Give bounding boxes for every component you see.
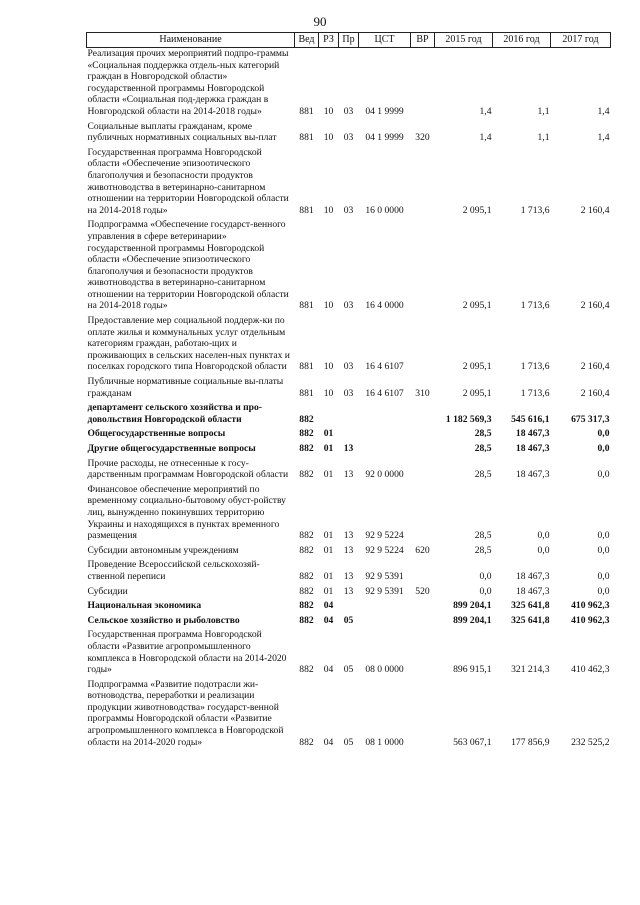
cell-2015: 1,4 (479, 132, 492, 144)
cell-name: Национальная экономика (87, 600, 202, 612)
cell-2016: 321 214,3 (511, 664, 550, 676)
cell-vr (411, 559, 435, 585)
header-2017: 2017 год (551, 33, 611, 48)
cell-2016: 18 467,3 (515, 469, 550, 481)
cell-vr (411, 443, 435, 458)
cell-ved: 882 (299, 428, 314, 440)
cell-rz: 01 (323, 469, 334, 481)
cell-2017: 0,0 (597, 570, 610, 582)
cell-ved: 882 (299, 469, 314, 481)
cell-ved: 882 (299, 664, 314, 676)
cell-2016: 1,1 (537, 132, 550, 144)
cell-name: Сельское хозяйство и рыболовство (87, 614, 240, 626)
cell-vr (411, 315, 435, 376)
cell-2016: 1 713,6 (520, 204, 550, 216)
cell-ved: 882 (299, 600, 314, 612)
cell-2017: 0,0 (597, 530, 610, 542)
cell-2017: 410 462,3 (571, 664, 610, 676)
table-row (87, 121, 611, 147)
cell-2015: 28,5 (474, 469, 492, 481)
cell-2017: 1,4 (597, 132, 610, 144)
cell-rz: 10 (323, 105, 334, 117)
cell-rz: 01 (323, 544, 334, 556)
cell-cst (359, 443, 411, 458)
cell-vr (411, 615, 435, 630)
cell-cst: 04 1 9999 (365, 132, 404, 144)
header-2015: 2015 год (435, 33, 493, 48)
cell-2017: 2 160,4 (580, 387, 610, 399)
cell-pr: 03 (343, 105, 354, 117)
table-row (87, 586, 611, 601)
cell-vr (411, 484, 435, 545)
table-row (87, 679, 611, 752)
cell-name: Социальные выплаты гражданам, кроме публичных нормативных социальных вы-плат (87, 120, 277, 144)
cell-pr: 13 (343, 469, 354, 481)
cell-vr (411, 679, 435, 752)
cell-rz: 04 (323, 614, 334, 626)
cell-vr (411, 428, 435, 443)
cell-cst (359, 600, 411, 615)
cell-cst: 16 4 0000 (365, 300, 404, 312)
cell-2015: 28,5 (474, 428, 492, 440)
cell-cst (359, 428, 411, 443)
cell-pr: 13 (343, 544, 354, 556)
page-number: 90 (313, 14, 327, 29)
cell-rz: 04 (323, 600, 334, 612)
cell-2015: 28,5 (474, 530, 492, 542)
cell-2015: 563 067,1 (453, 736, 492, 748)
cell-vr (411, 219, 435, 315)
cell-2015: 899 204,1 (453, 600, 492, 612)
cell-2017: 232 525,2 (571, 736, 610, 748)
cell-vr (411, 458, 435, 484)
cell-pr: 05 (343, 614, 354, 626)
cell-cst: 16 4 6107 (365, 387, 404, 399)
cell-2015: 28,5 (474, 443, 492, 454)
cell-ved: 881 (299, 361, 314, 373)
cell-pr: 13 (343, 530, 354, 542)
table-row (87, 48, 611, 121)
cell-2015: 899 204,1 (453, 614, 492, 626)
cell-vr: 520 (415, 585, 430, 597)
cell-ved: 882 (299, 736, 314, 748)
cell-2017: 2 160,4 (580, 361, 610, 373)
header-2016: 2016 год (493, 33, 551, 48)
cell-2015: 0,0 (479, 585, 492, 597)
header-name: Наименование (87, 33, 295, 48)
header-vr: ВР (411, 33, 435, 48)
cell-cst: 92 9 5224 (365, 544, 404, 556)
cell-name: департамент сельского хозяйства и про-довольствия Новгородской области (87, 402, 262, 425)
cell-name: Подпрограмма «Обеспечение государст-венного управления в сфере ветеринарии» государственной программы Новгородской области «Обеспечение эпизоотического благополучия и безопасности продуктов животноводства в ветеринарно-санитарном отношении на территории Новгородской области на 2014-2018 годы» (87, 219, 289, 312)
cell-2017: 0,0 (597, 585, 610, 597)
cell-vr (411, 600, 435, 615)
cell-2015: 1,4 (479, 105, 492, 117)
cell-ved: 882 (299, 443, 314, 454)
cell-vr: 320 (415, 132, 430, 144)
header-row (87, 33, 611, 48)
cell-2016: 0,0 (537, 530, 550, 542)
cell-2017: 0,0 (597, 469, 610, 481)
cell-2016: 1,1 (537, 105, 550, 117)
table-row (87, 428, 611, 443)
cell-2017: 0,0 (597, 428, 610, 440)
cell-2016: 18 467,3 (515, 585, 550, 597)
cell-pr: 03 (343, 132, 354, 144)
cell-2016: 18 467,3 (515, 570, 550, 582)
cell-2017: 2 160,4 (580, 204, 610, 216)
cell-vr (411, 629, 435, 678)
cell-pr: 05 (343, 736, 354, 748)
cell-ved: 882 (299, 614, 314, 626)
cell-2015: 896 915,1 (453, 664, 492, 676)
cell-name: Финансовое обеспечение мероприятий по временному социально-бытовому обуст-ройству лиц, вынужденно покинувших территорию Украины и находящихся в пунктах временного размещения (87, 483, 286, 542)
cell-name: Предоставление мер социальной поддерж-ки по оплате жилья и коммунальных услуг отдельным категориям граждан, работаю-щих и проживающих в сельских населен-ных пунктах и поселках городского типа Новгородской области (87, 315, 290, 373)
cell-cst: 92 9 5391 (365, 585, 404, 597)
cell-name: Субсидии автономным учреждениям (87, 544, 239, 556)
cell-ved: 882 (299, 530, 314, 542)
cell-name: Проведение Всероссийской сельскохозяй-ственной переписи (87, 559, 260, 582)
cell-cst (359, 402, 411, 428)
cell-ved: 881 (299, 132, 314, 144)
cell-ved: 882 (299, 544, 314, 556)
cell-2016: 325 641,8 (511, 614, 550, 626)
cell-name: Государственная программа Новгородской области «Развитие агропромышленного комплекса в Новгородской области на 2014-2020 годы» (87, 629, 287, 676)
cell-cst (359, 615, 411, 630)
budget-table (86, 32, 611, 751)
cell-rz: 04 (323, 664, 334, 676)
cell-rz: 10 (323, 132, 334, 144)
cell-2017: 675 317,3 (571, 413, 610, 425)
cell-2015: 1 182 569,3 (445, 413, 492, 425)
cell-rz: 01 (323, 530, 334, 542)
cell-rz: 10 (323, 387, 334, 399)
cell-pr (339, 402, 359, 428)
cell-name: Реализация прочих мероприятий подпро-граммы «Социальная поддержка отдель-ных категорий граждан в Новгородской области» государственной программы Новгородской области «Социальная под-держка граждан в Новгородской области на 2014-2018 годы» (87, 48, 289, 117)
cell-rz: 10 (323, 204, 334, 216)
cell-ved: 881 (299, 387, 314, 399)
cell-pr: 13 (343, 443, 354, 454)
table-row (87, 219, 611, 315)
cell-vr: 620 (415, 544, 430, 556)
cell-vr (411, 402, 435, 428)
cell-2016: 545 616,1 (511, 413, 550, 425)
cell-2016: 1 713,6 (520, 300, 550, 312)
cell-2016: 0,0 (537, 544, 550, 556)
cell-2015: 2 095,1 (462, 204, 492, 216)
cell-cst: 04 1 9999 (365, 105, 404, 117)
cell-ved: 882 (299, 413, 314, 425)
table-row (87, 458, 611, 484)
header-ved: Вед (295, 33, 319, 48)
cell-rz: 01 (323, 443, 334, 454)
cell-name: Государственная программа Новгородской области «Обеспечение эпизоотического благополучия и безопасности продуктов животноводства в ветеринарно-санитарном отношении на территории Новгородской области на 2014-2018 годы» (87, 146, 289, 216)
cell-cst: 16 4 6107 (365, 361, 404, 373)
table-row (87, 629, 611, 678)
cell-pr: 05 (343, 664, 354, 676)
table-row (87, 147, 611, 220)
cell-2015: 0,0 (479, 570, 492, 582)
cell-pr: 03 (343, 300, 354, 312)
cell-pr: 13 (343, 585, 354, 597)
cell-vr (411, 48, 435, 121)
header-cst: ЦСТ (359, 33, 411, 48)
table-header (87, 33, 611, 48)
table-row (87, 615, 611, 630)
table-row (87, 315, 611, 376)
cell-pr: 03 (343, 361, 354, 373)
cell-2016: 1 713,6 (520, 387, 550, 399)
header-rz: РЗ (319, 33, 339, 48)
cell-cst: 92 0 0000 (365, 469, 404, 481)
cell-cst: 08 0 0000 (365, 664, 404, 676)
table-row (87, 443, 611, 458)
cell-rz: 01 (323, 585, 334, 597)
table-row (87, 376, 611, 402)
cell-name: Прочие расходы, не отнесенные к госу-дарственным программам Новгородской области (87, 457, 289, 481)
cell-rz: 10 (323, 300, 334, 312)
table-row (87, 559, 611, 585)
cell-cst: 08 1 0000 (365, 736, 404, 748)
cell-pr (339, 600, 359, 615)
cell-name: Субсидии (87, 585, 128, 597)
cell-ved: 882 (299, 570, 314, 582)
cell-rz (319, 402, 339, 428)
cell-vr (411, 147, 435, 220)
cell-rz: 10 (323, 361, 334, 373)
table-row (87, 545, 611, 560)
cell-name: Подпрограмма «Развитие подотрасли жи-вотноводства, переработки и реализации продукции животноводства» государст-венной программы Новгородской области «Развитие агропромышленного комплекса в Новгородской области на 2014-2020 годы» (87, 678, 284, 748)
cell-cst: 92 9 5391 (365, 570, 404, 582)
cell-name: Публичные нормативные социальные вы-платы гражданам (87, 376, 284, 399)
cell-name: Общегосударственные вопросы (87, 428, 226, 440)
cell-ved: 881 (299, 300, 314, 312)
cell-2016: 177 856,9 (511, 736, 550, 748)
table-body (87, 48, 611, 752)
cell-name: Другие общегосударственные вопросы (87, 443, 256, 454)
cell-2017: 2 160,4 (580, 300, 610, 312)
cell-pr: 03 (343, 387, 354, 399)
cell-cst: 16 0 0000 (365, 204, 404, 216)
cell-rz: 01 (323, 428, 334, 440)
cell-rz: 01 (323, 570, 334, 582)
table-row (87, 402, 611, 428)
cell-ved: 881 (299, 105, 314, 117)
cell-2017: 410 962,3 (571, 600, 610, 612)
cell-ved: 882 (299, 585, 314, 597)
cell-pr (339, 428, 359, 443)
cell-2015: 2 095,1 (462, 300, 492, 312)
cell-cst: 92 9 5224 (365, 530, 404, 542)
cell-2017: 0,0 (597, 544, 610, 556)
header-pr: Пр (339, 33, 359, 48)
cell-2017: 0,0 (597, 443, 610, 454)
cell-pr: 13 (343, 570, 354, 582)
cell-2016: 1 713,6 (520, 361, 550, 373)
cell-ved: 881 (299, 204, 314, 216)
cell-2016: 325 641,8 (511, 600, 550, 612)
cell-vr: 310 (415, 387, 430, 399)
cell-2015: 28,5 (474, 544, 492, 556)
cell-rz: 04 (323, 736, 334, 748)
cell-2016: 18 467,3 (515, 443, 550, 454)
table-row (87, 484, 611, 545)
cell-pr: 03 (343, 204, 354, 216)
cell-2017: 1,4 (597, 105, 610, 117)
cell-2017: 410 962,3 (571, 614, 610, 626)
cell-2015: 2 095,1 (462, 387, 492, 399)
cell-2016: 18 467,3 (515, 428, 550, 440)
table-row (87, 600, 611, 615)
cell-2015: 2 095,1 (462, 361, 492, 373)
